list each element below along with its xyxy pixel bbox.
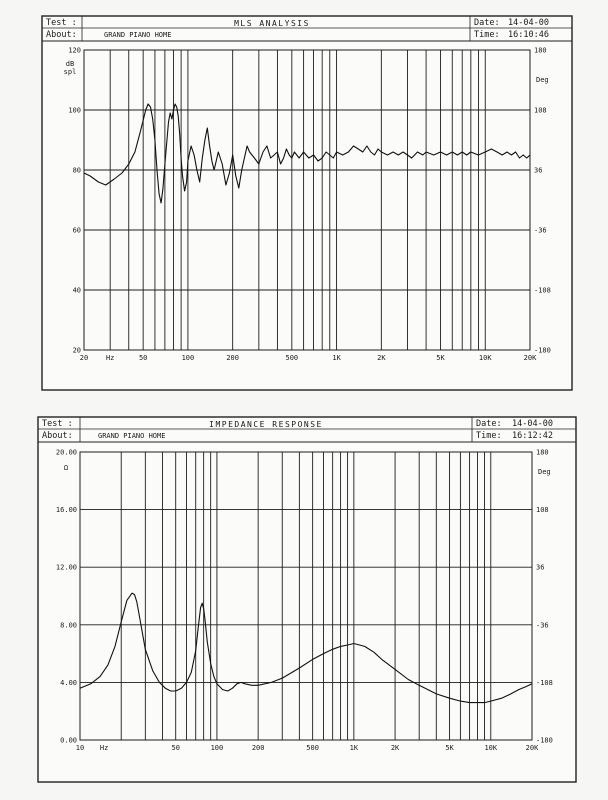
x-tick-label: 5K	[445, 744, 454, 752]
y-tick-label: 8.00	[60, 621, 77, 630]
y2-tick-label: -36	[536, 621, 549, 630]
y2-tick-label: -108	[534, 286, 551, 295]
x-tick-label: 2K	[377, 354, 386, 362]
y2-tick-label: 180	[534, 46, 547, 55]
y-unit-label-2: spl	[63, 68, 77, 76]
impedance-time-value: 16:12:42	[512, 431, 553, 441]
impedance-time-label: Time:	[476, 431, 502, 441]
y-tick-label: 20.00	[55, 448, 77, 457]
impedance-response-panel	[38, 417, 576, 782]
impedance-date-label: Date:	[476, 419, 502, 429]
mls-date-label: Date:	[474, 18, 500, 28]
x-tick-label: 200	[251, 744, 265, 752]
impedance-about-value: GRAND PIANO HOME	[98, 432, 166, 440]
mls-test-label: Test :	[46, 18, 77, 28]
y-tick-label: 100	[68, 106, 81, 115]
x-tick-label: 100	[210, 744, 224, 752]
x-tick-label: 10	[75, 744, 85, 752]
x-tick-label: 50	[171, 744, 180, 752]
mls-time-label: Time:	[474, 30, 500, 40]
impedance-panel-frame	[38, 417, 576, 782]
y-unit-label: dB	[65, 60, 75, 68]
y-unit-label: Ω	[63, 464, 69, 472]
x-tick-label: 2K	[390, 744, 400, 752]
y-tick-label: 4.00	[60, 678, 77, 687]
impedance-about-label: About:	[42, 431, 73, 441]
y2-tick-label: 180	[536, 448, 549, 457]
y-tick-label: 120	[68, 46, 81, 55]
x-tick-label: 50	[138, 354, 148, 362]
x-tick-label: 1K	[349, 744, 359, 752]
mls-about-label: About:	[46, 30, 77, 40]
y2-tick-label: 36	[534, 166, 543, 175]
y-tick-label: 12.00	[55, 563, 77, 572]
x-tick-label: 10K	[484, 744, 498, 752]
x-tick-label: 1K	[332, 354, 341, 362]
y-tick-label: 40	[72, 286, 81, 295]
y-tick-label: 20	[72, 346, 81, 355]
x-tick-label: 20	[79, 354, 89, 362]
mls-title: MLS ANALYSIS	[234, 19, 310, 28]
y-tick-label: 0.00	[60, 736, 77, 745]
x-tick-label: 20K	[525, 744, 539, 752]
x-tick-label: 200	[226, 354, 239, 362]
x-tick-label: 10K	[478, 354, 492, 362]
x-tick-label: 500	[306, 744, 319, 752]
y2-tick-label: -180	[536, 736, 553, 745]
impedance-title: IMPEDANCE RESPONSE	[209, 420, 323, 429]
y2-unit-label: Deg	[536, 76, 549, 84]
impedance-date-value: 14-04-00	[512, 419, 553, 429]
y2-tick-label: -180	[534, 346, 551, 355]
x-tick-label: 100	[181, 354, 195, 362]
y2-tick-label: -108	[536, 678, 553, 687]
mls-time-value: 16:10:46	[508, 30, 549, 40]
x-tick-label: Hz	[99, 744, 109, 752]
mls-analysis-panel	[42, 16, 572, 390]
mls-about-value: GRAND PIANO HOME	[104, 31, 172, 39]
x-tick-label: 500	[285, 354, 299, 362]
mls-date-value: 14-04-00	[508, 18, 549, 28]
mls-panel-frame	[42, 16, 572, 390]
x-tick-label: 20K	[523, 354, 537, 362]
y2-tick-label: 108	[536, 506, 549, 515]
y-tick-label: 80	[72, 166, 81, 175]
y-tick-label: 60	[72, 226, 81, 235]
impedance-test-label: Test :	[42, 419, 73, 429]
y-tick-label: 16.00	[55, 506, 77, 515]
y2-tick-label: 108	[534, 106, 547, 115]
y2-unit-label: Deg	[538, 468, 551, 476]
x-tick-label: Hz	[105, 354, 115, 362]
y2-tick-label: -36	[534, 226, 547, 235]
y2-tick-label: 36	[536, 563, 545, 572]
x-tick-label: 5K	[436, 354, 445, 362]
